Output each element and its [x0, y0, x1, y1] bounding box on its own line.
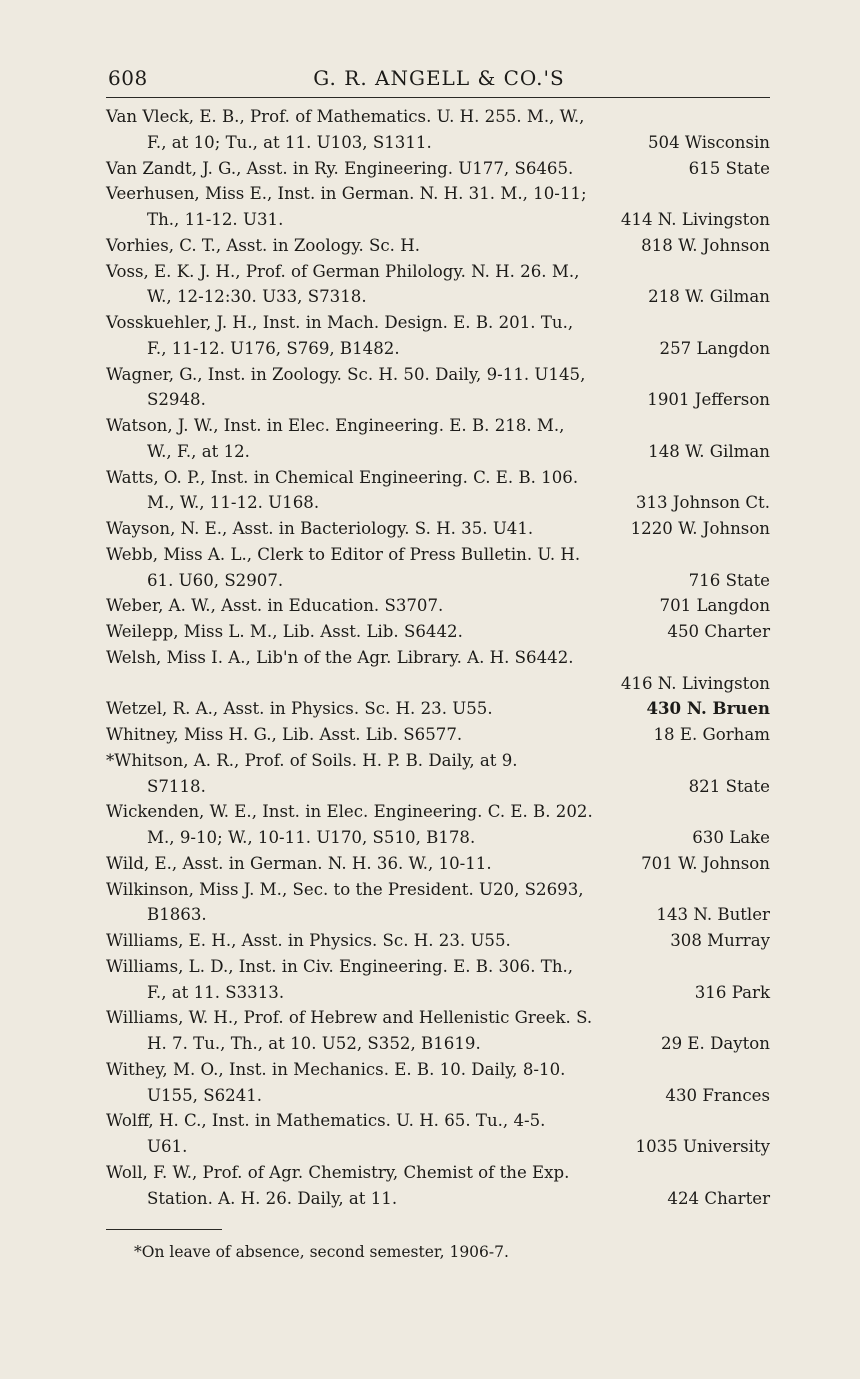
directory-line [106, 1134, 770, 1160]
running-title: G. R. ANGELL & CO.'S [313, 66, 565, 90]
entry-address: 316 Park [694, 982, 770, 1002]
entry-text: Van Zandt, J. G., Asst. in Ry. Engineering. U177, S6465. [106, 158, 574, 178]
header-rule [106, 97, 770, 98]
footnote-rule [106, 1229, 222, 1230]
entry-text: S2948. [147, 390, 206, 410]
entry-text: Watts, O. P., Inst. in Chemical Engineering. C. E. B. 106. [106, 467, 579, 487]
entry-text: U61. [147, 1137, 188, 1156]
entry-text: F., at 10; Tu., at 11. U103, S1311. [147, 132, 432, 152]
entry-text: Vosskuehler, J. H., Inst. in Mach. Design. E. B. 201. Tu., [106, 313, 574, 332]
entry-text: Wilkinson, Miss J. M., Sec. to the President. U20, S2693, [106, 879, 584, 899]
directory-line [106, 671, 770, 697]
entry-text: Van Vleck, E. B., Prof. of Mathematics. U. H. 255. M., W., [106, 107, 585, 126]
entry-address: 313 Johnson Ct. [635, 493, 770, 513]
directory-entries [106, 104, 770, 1211]
entry-address: 416 N. Livingston [620, 673, 770, 693]
entry-address: 450 Charter [667, 622, 770, 641]
directory-line [106, 1108, 770, 1134]
entry-text: Wolff, H. C., Inst. in Mathematics. U. H. 65. Tu., 4-5. [106, 1111, 546, 1131]
entry-address: 430 Frances [665, 1085, 770, 1105]
directory-line [106, 130, 770, 156]
entry-address: 818 W. Johnson [641, 235, 770, 255]
directory-line [106, 439, 770, 465]
entry-text: Wayson, N. E., Asst. in Bacteriology. S. H. 35. U41. [106, 519, 534, 538]
directory-line [106, 928, 770, 954]
entry-address: 148 W. Gilman [648, 441, 770, 461]
directory-line [106, 490, 770, 516]
entry-address: 821 State [688, 776, 770, 796]
entry-text: Weber, A. W., Asst. in Education. S3707. [106, 596, 444, 616]
entry-address: 630 Lake [692, 828, 770, 847]
entry-text: *Whitson, A. R., Prof. of Soils. H. P. B. Daily, at 9. [106, 750, 518, 770]
entry-text: Wickenden, W. E., Inst. in Elec. Engineering. C. E. B. 202. [106, 802, 593, 822]
entry-text: 61. U60, S2907. [147, 570, 284, 590]
entry-address: 257 Langdon [659, 338, 770, 358]
entry-address: 615 State [688, 158, 770, 178]
entry-text: Wagner, G., Inst. in Zoology. Sc. H. 50. Daily, 9-11. U145, [106, 364, 586, 384]
entry-address: 716 State [688, 570, 770, 590]
entry-address: 29 E. Dayton [661, 1034, 770, 1053]
entry-text: F., at 11. S3313. [147, 982, 285, 1002]
entry-text: Williams, E. H., Asst. in Physics. Sc. H. 23. U55. [106, 931, 511, 950]
entry-address: 1035 University [635, 1137, 770, 1156]
entry-text: Voss, E. K. J. H., Prof. of German Philology. N. H. 26. M., [106, 261, 580, 281]
entry-address: 430 N. Bruen [646, 698, 770, 719]
directory-line [106, 542, 770, 568]
directory-line [106, 1057, 770, 1083]
entry-text: Station. A. H. 26. Daily, at 11. [147, 1188, 398, 1208]
directory-line [106, 233, 770, 259]
directory-line [106, 387, 770, 413]
entry-address: 143 N. Butler [656, 905, 770, 925]
directory-line [106, 593, 770, 619]
directory-line [106, 748, 770, 774]
entry-address: 1901 Jefferson [647, 390, 770, 410]
entry-text: Williams, W. H., Prof. of Hebrew and Hellenistic Greek. S. [106, 1008, 593, 1028]
directory-line [106, 465, 770, 491]
directory-line [106, 310, 770, 336]
directory-line [106, 336, 770, 362]
entry-text: Wild, E., Asst. in German. N. H. 36. W., 10-11. [106, 853, 492, 873]
entry-text: Wetzel, R. A., Asst. in Physics. Sc. H. 23. U55. [106, 699, 493, 719]
directory-line [106, 207, 770, 233]
directory-line [106, 156, 770, 182]
directory-line [106, 799, 770, 825]
page-number: 608 [108, 66, 148, 90]
entry-address: 414 N. Livingston [620, 210, 770, 229]
directory-line [106, 568, 770, 594]
directory-line [106, 645, 770, 671]
directory-line [106, 851, 770, 877]
entry-address: 218 W. Gilman [648, 287, 770, 307]
directory-line [106, 1186, 770, 1212]
page-header [108, 66, 770, 96]
entry-text: Welsh, Miss I. A., Lib'n of the Agr. Library. A. H. S6442. [106, 647, 574, 667]
directory-line [106, 1083, 770, 1109]
directory-line [106, 284, 770, 310]
directory-line [106, 980, 770, 1006]
entry-address: 308 Murray [670, 931, 770, 950]
entry-text: Watson, J. W., Inst. in Elec. Engineering. E. B. 218. M., [106, 416, 565, 435]
directory-line [106, 774, 770, 800]
directory-line [106, 619, 770, 645]
directory-line [106, 413, 770, 439]
entry-text: Woll, F. W., Prof. of Agr. Chemistry, Chemist of the Exp. [106, 1162, 570, 1182]
entry-text: Weilepp, Miss L. M., Lib. Asst. Lib. S6442. [106, 622, 463, 641]
entry-text: W., 12-12:30. U33, S7318. [147, 287, 367, 307]
directory-line [106, 1005, 770, 1031]
entry-text: F., 11-12. U176, S769, B1482. [147, 338, 400, 358]
entry-address: 701 W. Johnson [641, 853, 770, 873]
entry-text: B1863. [147, 905, 207, 925]
entry-text: Th., 11-12. U31. [147, 210, 284, 229]
entry-text: H. 7. Tu., Th., at 10. U52, S352, B1619. [147, 1034, 481, 1053]
directory-line [106, 1160, 770, 1186]
entry-text: M., 9-10; W., 10-11. U170, S510, B178. [147, 828, 476, 847]
directory-line [106, 722, 770, 748]
entry-address: 504 Wisconsin [647, 132, 770, 152]
directory-line [106, 696, 770, 722]
entry-text: W., F., at 12. [147, 441, 250, 461]
directory-line [106, 516, 770, 542]
entry-text: M., W., 11-12. U168. [147, 493, 320, 513]
entry-text: Withey, M. O., Inst. in Mechanics. E. B. 10. Daily, 8-10. [106, 1059, 566, 1079]
entry-address: 424 Charter [667, 1188, 770, 1208]
footnote: *On leave of absence, second semester, 1906-7. [134, 1243, 509, 1261]
directory-line [106, 181, 770, 207]
directory-line [106, 362, 770, 388]
directory-line [106, 104, 770, 130]
entry-address: 18 E. Gorham [653, 725, 770, 744]
entry-text: Veerhusen, Miss E., Inst. in German. N. H. 31. M., 10-11; [106, 184, 587, 204]
directory-line [106, 1031, 770, 1057]
entry-text: S7118. [147, 776, 206, 796]
entry-text: U155, S6241. [147, 1085, 263, 1105]
directory-line [106, 877, 770, 903]
directory-line [106, 259, 770, 285]
directory-line [106, 825, 770, 851]
entry-address: 1220 W. Johnson [630, 519, 770, 538]
entry-text: Webb, Miss A. L., Clerk to Editor of Press Bulletin. U. H. [106, 544, 581, 564]
entry-text: Williams, L. D., Inst. in Civ. Engineering. E. B. 306. Th., [106, 956, 574, 976]
directory-line [106, 902, 770, 928]
entry-address: 701 Langdon [659, 596, 770, 616]
entry-text: Whitney, Miss H. G., Lib. Asst. Lib. S6577. [106, 725, 463, 744]
directory-line [106, 954, 770, 980]
entry-text: Vorhies, C. T., Asst. in Zoology. Sc. H. [106, 235, 420, 255]
